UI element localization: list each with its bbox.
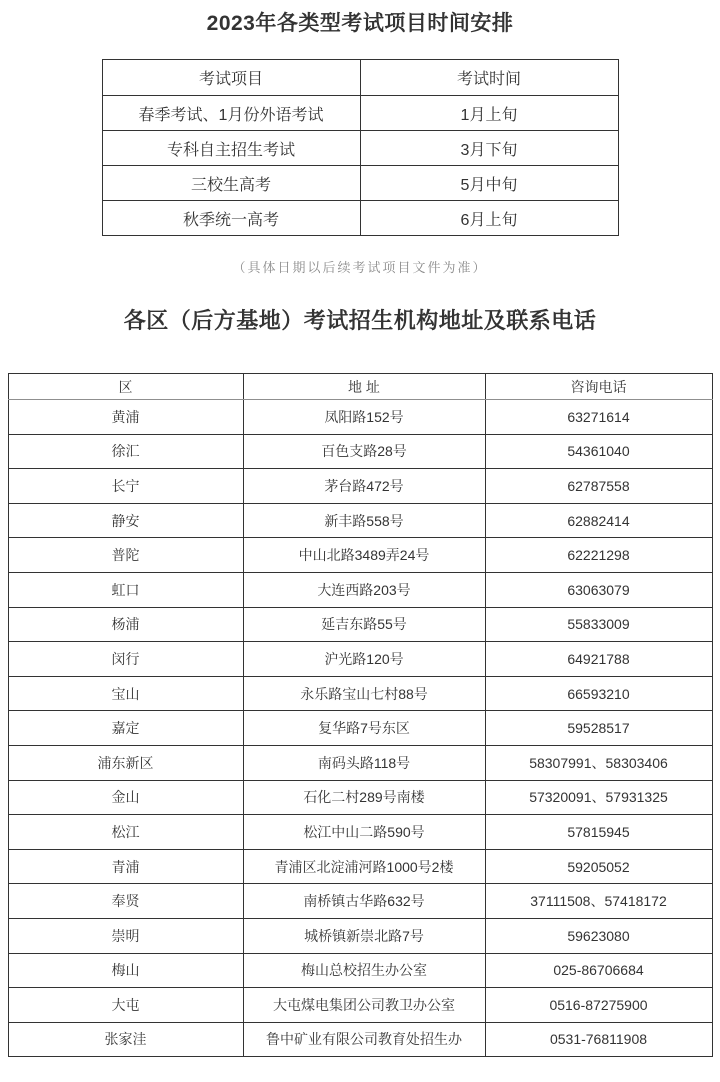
contact-row [8, 469, 712, 504]
table-cell: 中山北路3489弄24号 [243, 538, 485, 573]
column-header-district: 区 [8, 374, 243, 400]
contact-row [8, 538, 712, 573]
schedule-row [102, 201, 618, 236]
table-cell: 57815945 [485, 815, 712, 850]
district-contacts-table [8, 373, 713, 1057]
column-header-exam-time: 考试时间 [360, 60, 618, 96]
table-cell: 5月中旬 [360, 166, 618, 201]
contact-row [8, 953, 712, 988]
table-cell: 南桥镇古华路632号 [243, 884, 485, 919]
contact-row [8, 745, 712, 780]
table-cell: 复华路7号东区 [243, 711, 485, 746]
page-title: 2023年各类型考试项目时间安排 [206, 12, 514, 35]
column-header-exam-project: 考试项目 [102, 60, 360, 96]
contact-row [8, 572, 712, 607]
table-cell: 59528517 [485, 711, 712, 746]
table-cell: 张家洼 [8, 1022, 243, 1057]
table-cell: 59623080 [485, 918, 712, 953]
contact-row [8, 676, 712, 711]
table-cell: 64921788 [485, 642, 712, 677]
contact-row [8, 780, 712, 815]
table-cell: 石化二村289号南楼 [243, 780, 485, 815]
table-cell: 浦东新区 [8, 745, 243, 780]
table-cell: 嘉定 [8, 711, 243, 746]
table-cell: 66593210 [485, 676, 712, 711]
contact-row [8, 400, 712, 435]
table-cell: 大屯煤电集团公司教卫办公室 [243, 988, 485, 1023]
table-cell: 57320091、57931325 [485, 780, 712, 815]
table-cell: 南码头路118号 [243, 745, 485, 780]
exam-schedule-table [102, 59, 619, 236]
table-cell: 杨浦 [8, 607, 243, 642]
table-cell: 静安 [8, 503, 243, 538]
column-header-address: 地 址 [243, 374, 485, 400]
table-cell: 55833009 [485, 607, 712, 642]
table-cell: 奉贤 [8, 884, 243, 919]
contact-row [8, 918, 712, 953]
table-cell: 37111508、57418172 [485, 884, 712, 919]
table-cell: 金山 [8, 780, 243, 815]
schedule-row [102, 96, 618, 131]
table-cell: 025-86706684 [485, 953, 712, 988]
contacts-section-title: 各区（后方基地）考试招生机构地址及联系电话 [123, 308, 597, 333]
table-cell: 63271614 [485, 400, 712, 435]
table-cell: 62882414 [485, 503, 712, 538]
table-cell: 鲁中矿业有限公司教育处招生办 [243, 1022, 485, 1057]
contact-row [8, 815, 712, 850]
table-cell: 松江中山二路590号 [243, 815, 485, 850]
table-cell: 青浦 [8, 849, 243, 884]
table-cell: 凤阳路152号 [243, 400, 485, 435]
table-header-row [8, 374, 712, 400]
table-cell: 普陀 [8, 538, 243, 573]
schedule-row [102, 166, 618, 201]
table-cell: 百色支路28号 [243, 434, 485, 469]
table-cell: 青浦区北淀浦河路1000号2楼 [243, 849, 485, 884]
table-cell: 专科自主招生考试 [102, 131, 360, 166]
table-header-row [102, 60, 618, 96]
column-header-phone: 咨询电话 [485, 374, 712, 400]
contact-row [8, 503, 712, 538]
table-cell: 大连西路203号 [243, 572, 485, 607]
table-cell: 徐汇 [8, 434, 243, 469]
table-cell: 松江 [8, 815, 243, 850]
table-cell: 三校生高考 [102, 166, 360, 201]
table-cell: 延吉东路55号 [243, 607, 485, 642]
table-cell: 0516-87275900 [485, 988, 712, 1023]
table-cell: 长宁 [8, 469, 243, 504]
table-cell: 59205052 [485, 849, 712, 884]
table-cell: 城桥镇新崇北路7号 [243, 918, 485, 953]
table-cell: 崇明 [8, 918, 243, 953]
schedule-row [102, 131, 618, 166]
table-cell: 秋季统一高考 [102, 201, 360, 236]
table-cell: 黄浦 [8, 400, 243, 435]
table-cell: 永乐路宝山七村88号 [243, 676, 485, 711]
table-cell: 63063079 [485, 572, 712, 607]
table-cell: 1月上旬 [360, 96, 618, 131]
table-cell: 6月上旬 [360, 201, 618, 236]
contact-row [8, 1022, 712, 1057]
table-cell: 茅台路472号 [243, 469, 485, 504]
table-cell: 62221298 [485, 538, 712, 573]
contact-row [8, 434, 712, 469]
table-cell: 闵行 [8, 642, 243, 677]
table-cell: 梅山 [8, 953, 243, 988]
table-cell: 春季考试、1月份外语考试 [102, 96, 360, 131]
table-cell: 梅山总校招生办公室 [243, 953, 485, 988]
table-cell: 54361040 [485, 434, 712, 469]
contact-row [8, 711, 712, 746]
table-cell: 大屯 [8, 988, 243, 1023]
table-cell: 新丰路558号 [243, 503, 485, 538]
contact-row [8, 607, 712, 642]
contact-row [8, 642, 712, 677]
table-cell: 虹口 [8, 572, 243, 607]
contact-row [8, 884, 712, 919]
schedule-note: （具体日期以后续考试项目文件为准） [232, 261, 488, 276]
table-cell: 0531-76811908 [485, 1022, 712, 1057]
table-cell: 62787558 [485, 469, 712, 504]
table-cell: 宝山 [8, 676, 243, 711]
table-cell: 沪光路120号 [243, 642, 485, 677]
contact-row [8, 988, 712, 1023]
contact-row [8, 849, 712, 884]
table-cell: 3月下旬 [360, 131, 618, 166]
table-cell: 58307991、58303406 [485, 745, 712, 780]
